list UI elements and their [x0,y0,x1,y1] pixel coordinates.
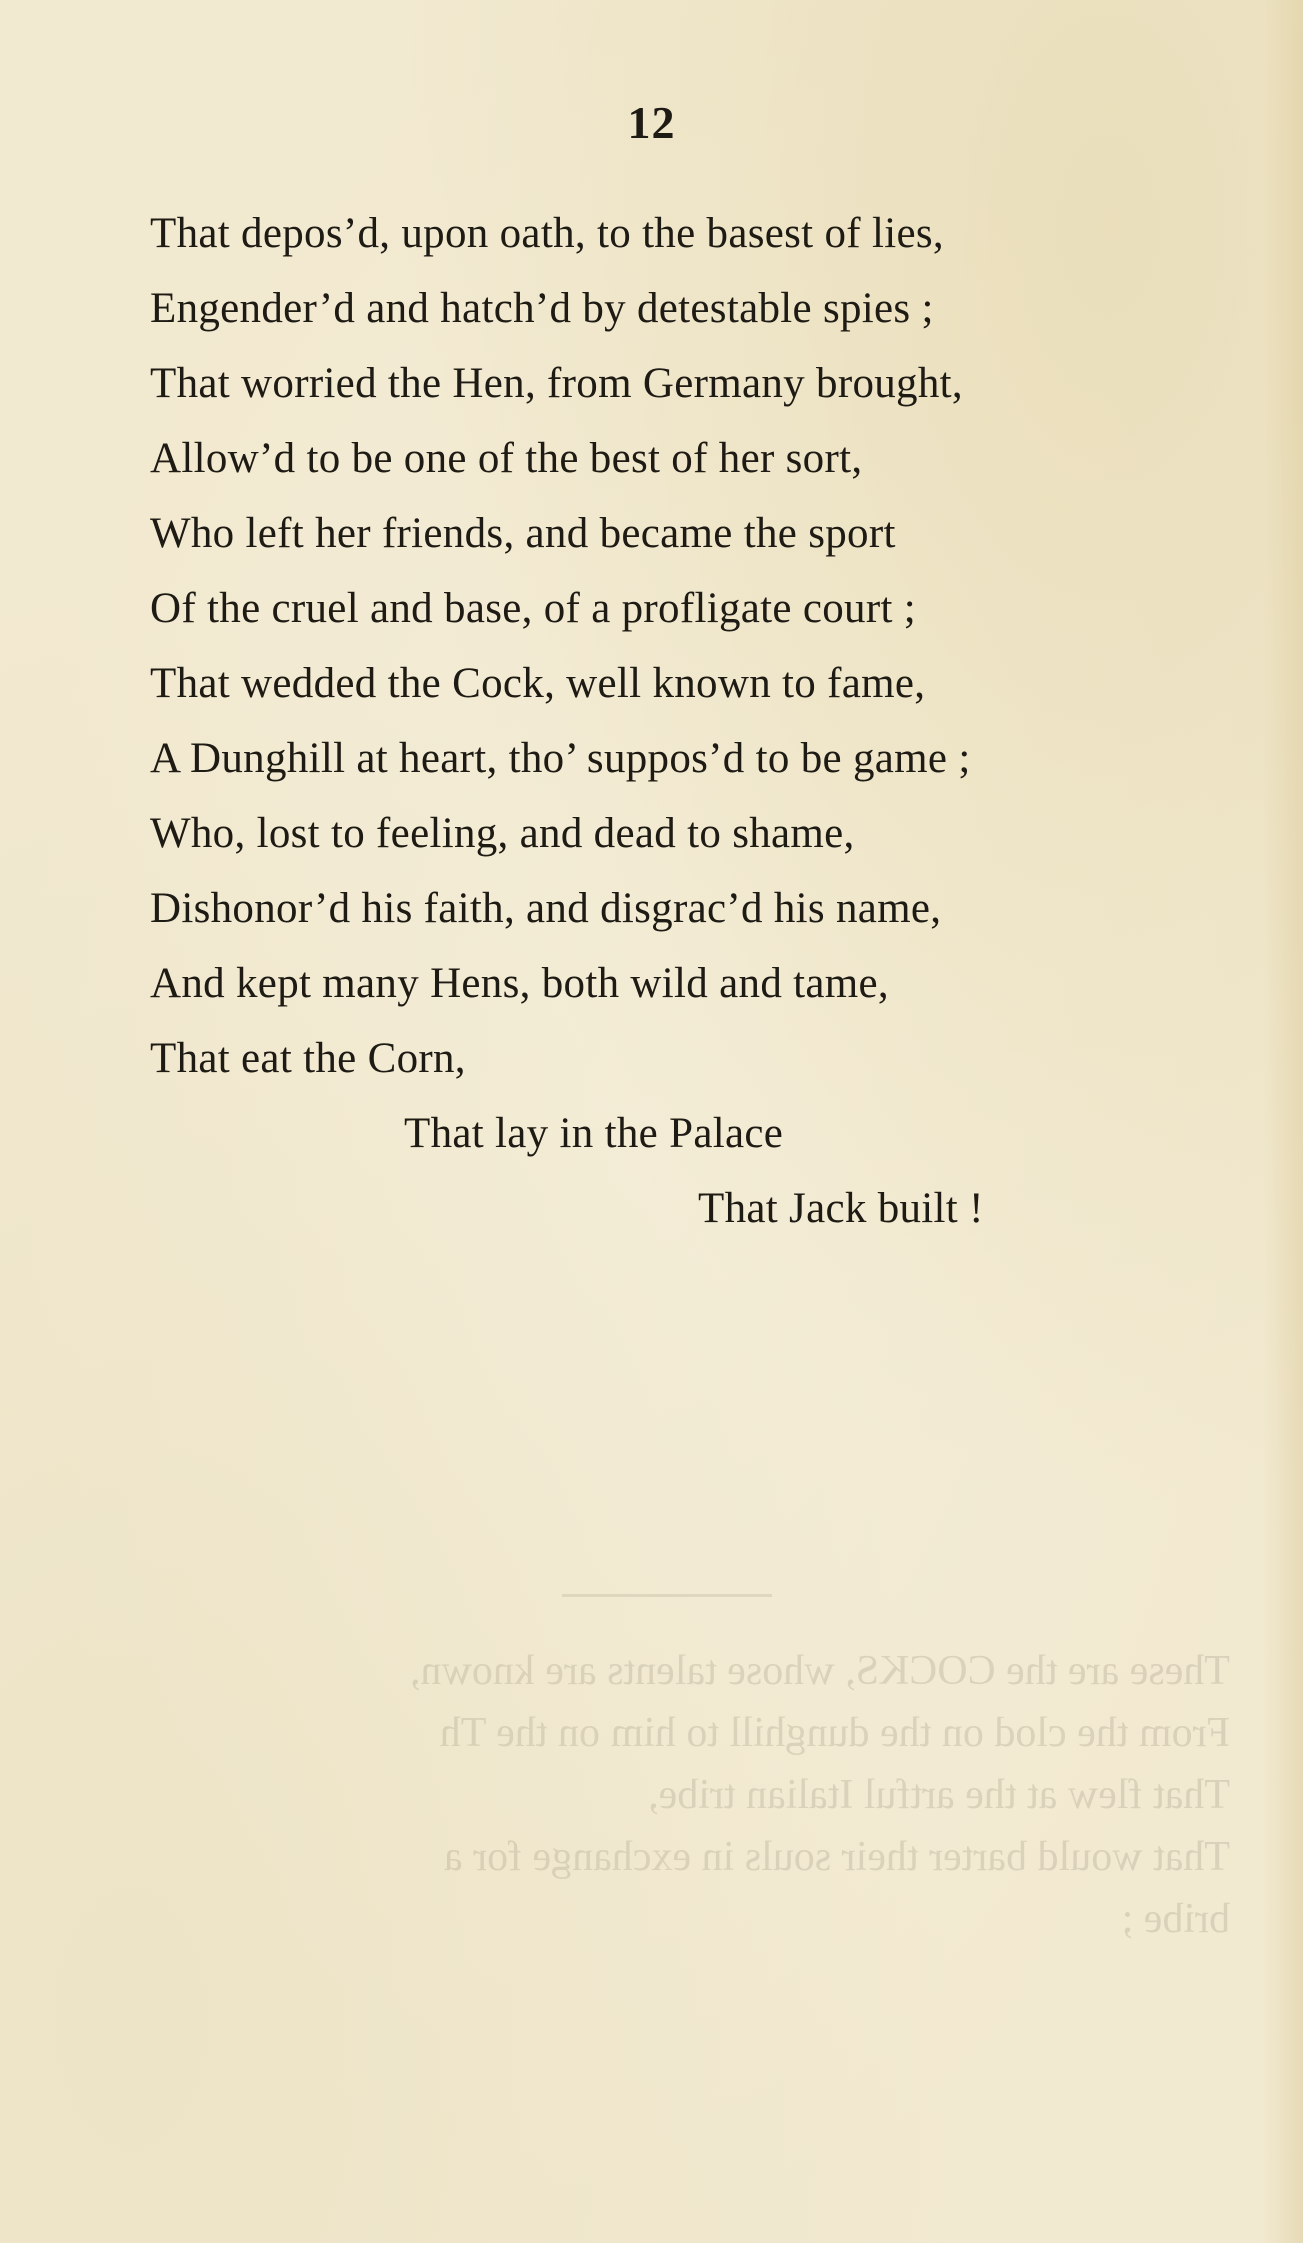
verse-line: Of the cruel and base, of a profligate court ; [150,585,916,632]
show-through-line: That flew at the artful Italian tribe, [648,1772,1230,1818]
verse-stanza [150,196,1270,1246]
show-through-rule [562,1594,772,1597]
refrain-line-palace: That lay in the Palace [404,1110,784,1157]
show-through-text [150,1640,1230,1950]
verse-line: That worried the Hen, from Germany brought, [150,360,963,407]
verse-line: That eat the Corn, [150,1035,466,1082]
show-through-line: These are the COCKS, whose talents are known, [410,1648,1230,1694]
verse-line: A Dunghill at heart, tho’ suppos’d to be game ; [150,735,971,782]
verse-line: And kept many Hens, both wild and tame, [150,960,889,1007]
show-through-line: bribe ; [1121,1896,1230,1942]
verse-line: Engender’d and hatch’d by detestable spies ; [150,285,934,332]
verse-line: Allow’d to be one of the best of her sort, [150,435,863,482]
verse-line: That depos’d, upon oath, to the basest of lies, [150,210,944,257]
show-through-line: From the clod on the dunghill to him on the Th [439,1710,1230,1756]
verse-line: Who, lost to feeling, and dead to shame, [150,810,855,857]
verse-line: That wedded the Cock, well known to fame, [150,660,926,707]
verse-line: Who left her friends, and became the sport [150,510,896,557]
show-through-line: That would barter their souls in exchange for a [443,1834,1230,1880]
page-number: 12 [627,97,676,148]
refrain-line-jack-built: That Jack built ! [698,1185,984,1232]
verse-line: Dishonor’d his faith, and disgrac’d his name, [150,885,942,932]
